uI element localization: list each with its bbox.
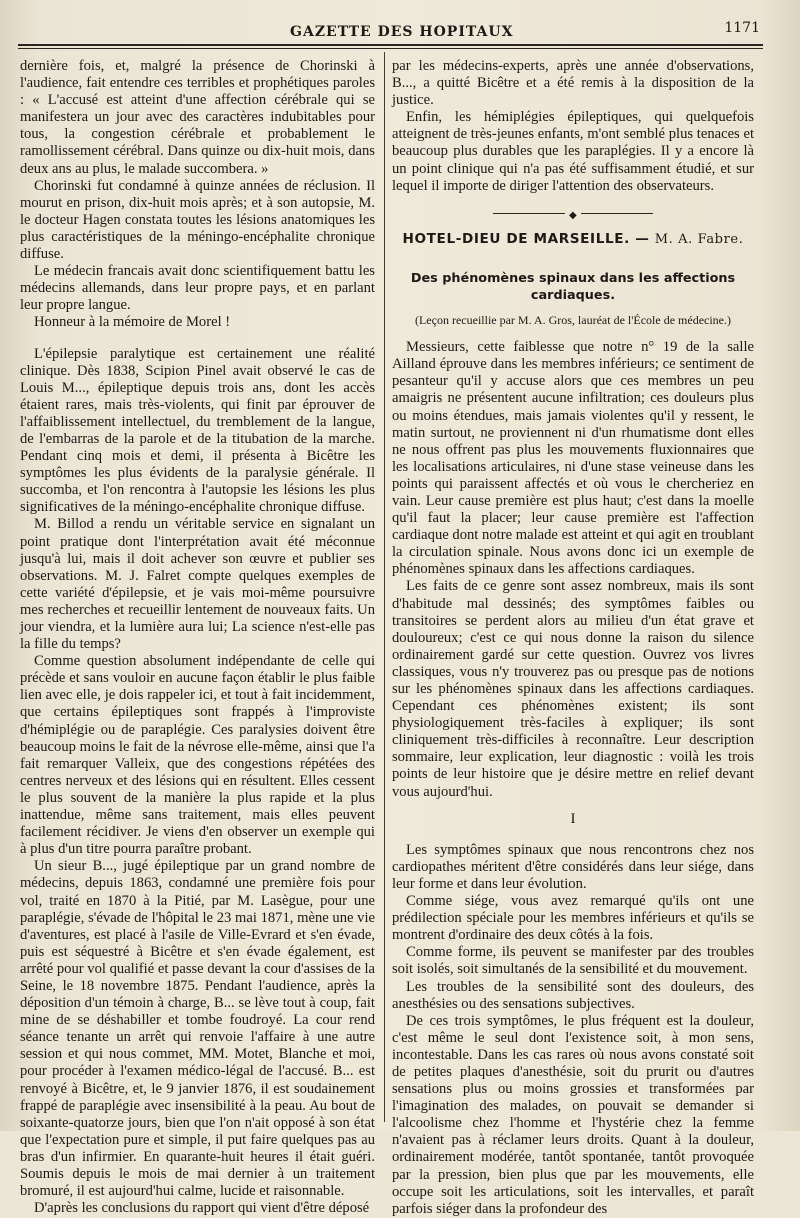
left-paragraph: dernière fois, et, malgré la présence de Chorinski à l'audience, fait entendre ces terribles et prophétiques paroles : « L'accusé est atteint d'une affection cérébrale qui se manifestera un jour avec des caractères indubitables pour tous, la congestion cérébrale et probablement le ramollissement cérébral. Dans quinze ou dix-huit mois, dans deux ans au plus, le malade succombera. »: [20, 58, 375, 177]
left-column: [20, 58, 375, 1217]
journal-title: GAZETTE DES HOPITAUX: [290, 24, 514, 40]
header-rule-thin: [18, 48, 763, 49]
left-paragraph: Chorinski fut condamné à quinze années de réclusion. Il mourut en prison, dix-huit mois après; et à son autopsie, M. le docteur Hagen constata toutes les lésions anatomiques les plus caractéristiques de la méningo-encéphalite chronique diffuse.: [20, 177, 375, 263]
article-title: Des phénomènes spinaux dans les affections cardiaques.: [410, 270, 736, 303]
right-paragraph: Comme siége, vous avez remarqué qu'ils ont une prédilection spéciale pour les membres inférieurs et qu'ils se montrent d'ordinaire des deux côtés à la fois.: [392, 893, 754, 944]
right-paragraph: De ces trois symptômes, le plus fréquent est la douleur, c'est même le seul dont l'existence soit, à mon sens, incontestable. Dans les cas rares où nous avons constaté soit de petites plaques d'anesthésie, soit du prurit ou d'autres sensations plus ou moins grossies et transformées par l'imagination des malades, on pouvait se demander si l'alcoolisme chez l'homme et l'hystérie chez la femme n'avaient pas à réclamer leurs droits. Quant à la douleur, ordinairement modérée, tantôt spontanée, tantôt provoquée par la pression, bien plus que par les mouvements, elle occupe soit les articulations, soit les intervalles, et paraît parfois siéger dans la profondeur des: [392, 1012, 754, 1217]
left-paragraph: Comme question absolument indépendante de celle qui précède et sans vouloir en aucune façon établir le plus faible lien avec elle, je dois rappeler ici, et tout à fait incidemment, que certains épileptiques sont frappés à l'improviste d'hémiplégie ou de paraplégie. Ces paralysies doivent être beaucoup moins le fait de la névrose elle-même, ainsi que l'a fait remarquer Valleix, que des congestions répétées des centres nerveux et des lésions qui en résultent. Elles cessent le plus souvent de la manière la plus rapide et la plus inattendue, même sans traitement, mais elles peuvent facilement récidiver. Je viens d'en observer un exemple qui à plus d'un titre pourra paraître probant.: [20, 653, 375, 858]
left-paragraph: Le médecin francais avait donc scientifiquement battu les médecins allemands, dans leur propre pays, et en parlant leur propre langue.: [20, 263, 375, 314]
right-paragraph: Les troubles de la sensibilité sont des douleurs, des anesthésies ou des sensations subjectives.: [392, 978, 754, 1012]
column-divider: [384, 52, 385, 1122]
ornament-divider: ◆: [493, 209, 653, 217]
left-paragraph: Un sieur B..., jugé épileptique par un grand nombre de médecins, depuis 1863, condamné une première fois pour vol, traité en 1870 à la Pitié, par M. Lasègue, pour une paraplégie, s'évade de l'hôpital le 23 mai 1871, mène une vie d'aventures, est placé à l'asile de Ville-Evrard et s'en évade, puis est séquestré à Bicêtre et s'en évade également, est arrêté pour vol qualifié et passe devant la cour d'assises de la Seine, le 18 novembre 1875. Pendant l'audience, après la déposition d'un témoin à charge, B... se lève tout à coup, fait mine de se déshabiller et tombe foudroyé. La cour rend séance tenante un arrêt qui renvoie l'affaire à une autre session et qui nous commet, MM. Motet, Blanche et moi, pour procéder à l'examen médico-légal de l'accusé. B... est renvoyé à Bicêtre, et, le 9 janvier 1876, il est soudainement frappé de paraplégie avec insensibilité à la peau. Au bout de soixante-quatorze jours, bien que l'on n'ait opposé à son état que l'expectation pure et simple, il put faire quelques pas au bras d'un infirmier. En quarante-huit heures il était guéri. Soumis depuis le mois de mai dernier à un traitement bromuré, il est aujourd'hui calme, lucide et raisonnable.: [20, 858, 375, 1200]
left-paragraph: L'épilepsie paralytique est certainement une réalité clinique. Dès 1838, Scipion Pinel avait observé le cas de Louis M..., épileptique depuis trois ans, dont les accès étaient rares, mais très-violents, qui finit par éprouver de l'affaiblissement intellectuel, du tremblement de la langue, de l'embarras de la parole et de la titubation de la marche. Pendant cinq mois et demi, il présenta à Bicêtre les symptômes les plus évidents de la paralysie générale. Il succomba, et l'on rencontra à l'autopsie les lésions les plus significatives de la méningo-encéphalite chronique diffuse.: [20, 345, 375, 516]
right-paragraph: Les symptômes spinaux que nous rencontrons chez nos cardiopathes méritent d'être considérés dans leur siége, dans leur forme et dans leur évolution.: [392, 841, 754, 892]
header-rule: [18, 44, 763, 46]
running-head: [20, 20, 760, 42]
section-author: M. A. Fabre.: [654, 231, 744, 247]
left-paragraph: M. Billod a rendu un véritable service en signalant un point pratique dont l'interprétation avait été méconnue jusqu'à lui, mais il doit achever son œuvre et publier ses observations. M. J. Falret compte quelques exemples de cette variété d'épilepsie, et je vais moi-même poursuivre mes recherches et recueillir lentement de nouveaux faits. Un jour viendra, et la lumière aura lui; La science n'est-elle pas la fille du temps?: [20, 516, 375, 653]
left-paragraph: D'après les conclusions du rapport qui vient d'être déposé: [34, 1200, 370, 1217]
page-number: 1171: [724, 20, 760, 36]
right-paragraph: Messieurs, cette faiblesse que notre n° 19 de la salle Ailland éprouve dans les membres inférieurs; ce sentiment de pesanteur qu'il y accuse alors que ces membres un peu amaigris ne présentent aucune infiltration; ces douleurs plus ou moins étendues, mais jamais violentes qu'il y ressent, le matin surtout, ne proviennent ni d'un rhumatisme dont elles ne nous offrent pas plus les mouvements fluxionnaires que les localisations articulaires, ni d'une stase veineuse dans les points qui paraissent affectés et où vous le chercheriez en vain. Leur cause première est plus haut; c'est dans la moelle qu'il faut la placer; leur cause première est l'affection cardiaque dont notre malade est atteint et qui agit en troublant la circulation spinale. Nous avons donc ici un exemple de phénomènes spinaux dans les affections cardiaques.: [392, 339, 754, 578]
left-paragraph: Honneur à la mémoire de Morel !: [34, 314, 231, 331]
right-paragraph: Les faits de ce genre sont assez nombreux, mais ils sont d'habitude mal dessinés; des symptômes faibles ou transitoires se perdent alors au milieu d'un état grave et douloureux; c'est ce qui nous donne la raison du silence ordinairement gardé sur cette question. Ouvrez vos livres classiques, vous n'y trouverez pas ou presque pas de notions sur les phénomènes spinaux dans les affections cardiaques. Cependant ces phénomènes existent; ils sont physiologiquement très-faciles à expliquer; ils sont cliniquement très-difficiles à reconnaître. Leur description sommaire, leur explication, leur diagnostic : voilà les trois points de leur histoire que je désire mettre en relief devant vous aujourd'hui.: [392, 578, 754, 800]
lecture-note: (Leçon recueillie par M. A. Gros, lauréat de l'École de médecine.): [414, 313, 732, 328]
right-paragraph: par les médecins-experts, après une année d'observations, B..., a quitté Bicêtre et a été remis à la disposition de la justice.: [392, 58, 754, 109]
right-column: [392, 58, 754, 1218]
right-paragraph: Comme forme, ils peuvent se manifester par des troubles soit isolés, soit simultanés de la sensibilité et du mouvement.: [392, 944, 754, 978]
section-heading: [392, 231, 754, 248]
section-heading-text: HOTEL-DIEU DE MARSEILLE. —: [402, 230, 650, 247]
right-paragraph: Enfin, les hémiplégies épileptiques, qui quelquefois atteignent de très-jeunes enfants, m'ont semblé plus tenaces et beaucoup plus durables que les paraplégies. Il y a encore là un point clinique qui n'a pas été suffisamment étudié, et sur lequel il importe de diriger l'attention des observateurs.: [392, 109, 754, 194]
section-number: I: [570, 810, 576, 827]
